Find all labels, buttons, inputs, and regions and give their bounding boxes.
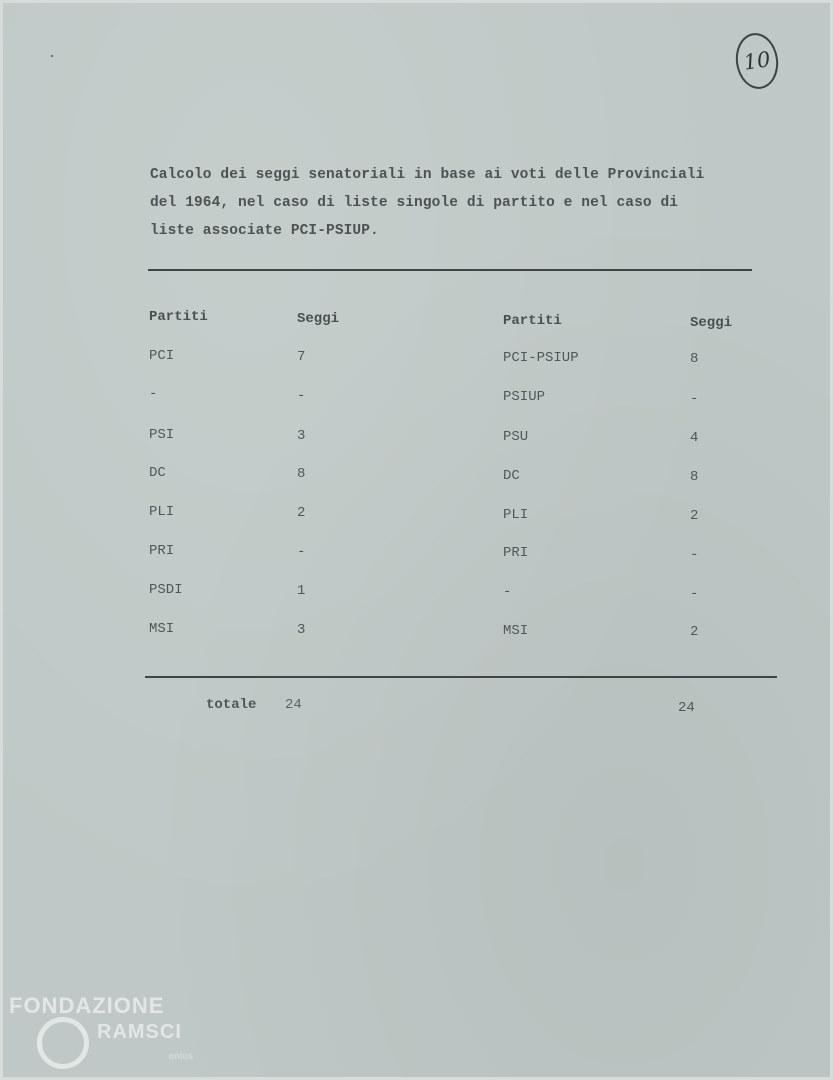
left-row-5-seats: 2	[297, 505, 306, 521]
watermark-line-3: onlus	[169, 1051, 193, 1061]
right-row-8-party: MSI	[503, 623, 529, 639]
right-row-2-seats: -	[690, 391, 699, 407]
left-row-5-party: PLI	[149, 504, 175, 520]
left-row-2-party: -	[149, 386, 158, 402]
right-row-3-seats: 4	[690, 430, 699, 446]
right-row-1-party: PCI-PSIUP	[503, 350, 579, 366]
right-row-4-seats: 8	[690, 469, 699, 485]
left-row-2-seats: -	[297, 388, 306, 404]
left-row-1-party: PCI	[149, 348, 175, 364]
right-row-4-party: DC	[503, 468, 520, 484]
total-label: totale	[206, 697, 257, 713]
watermark-line-2: RAMSCI	[97, 1021, 182, 1043]
title-line-3: liste associate PCI-PSIUP.	[150, 223, 379, 239]
right-row-3-party: PSU	[503, 429, 529, 445]
left-row-7-party: PSDI	[149, 582, 183, 598]
top-rule	[148, 269, 752, 271]
watermark-line-1: FONDAZIONE	[9, 993, 165, 1018]
fondazione-gramsci-watermark	[9, 993, 209, 1078]
left-header-party: Partiti	[149, 309, 208, 325]
title-line-2: del 1964, nel caso di liste singole di partito e nel caso di	[150, 195, 679, 211]
title-line-1: Calcolo dei seggi senatoriali in base ai voti delle Provinciali	[150, 167, 705, 183]
total-right-value: 24	[678, 700, 695, 716]
right-row-1-seats: 8	[690, 351, 699, 367]
total-left-value: 24	[285, 697, 302, 713]
right-row-2-party: PSIUP	[503, 389, 546, 405]
watermark-g-logo-icon	[37, 1017, 89, 1069]
document-title	[150, 161, 790, 245]
right-row-6-seats: -	[690, 547, 699, 563]
left-row-8-party: MSI	[149, 621, 175, 637]
left-header-seats: Seggi	[297, 311, 340, 327]
right-header-party: Partiti	[503, 313, 562, 329]
left-row-6-party: PRI	[149, 543, 175, 559]
paper-speck	[51, 55, 53, 57]
left-row-6-seats: -	[297, 544, 306, 560]
left-row-3-seats: 3	[297, 428, 306, 444]
right-row-5-party: PLI	[503, 507, 529, 523]
right-row-5-seats: 2	[690, 508, 699, 524]
right-header-seats: Seggi	[690, 315, 733, 331]
bottom-rule	[145, 676, 777, 678]
left-row-3-party: PSI	[149, 427, 175, 443]
left-row-4-party: DC	[149, 465, 166, 481]
left-row-4-seats: 8	[297, 466, 306, 482]
right-row-7-seats: -	[690, 586, 699, 602]
left-row-7-seats: 1	[297, 583, 306, 599]
left-row-1-seats: 7	[297, 349, 306, 365]
right-row-7-party: -	[503, 584, 512, 600]
right-row-6-party: PRI	[503, 545, 529, 561]
page-number-text: 10	[742, 47, 772, 75]
handwritten-page-number	[732, 30, 781, 91]
right-row-8-seats: 2	[690, 624, 699, 640]
left-row-8-seats: 3	[297, 622, 306, 638]
